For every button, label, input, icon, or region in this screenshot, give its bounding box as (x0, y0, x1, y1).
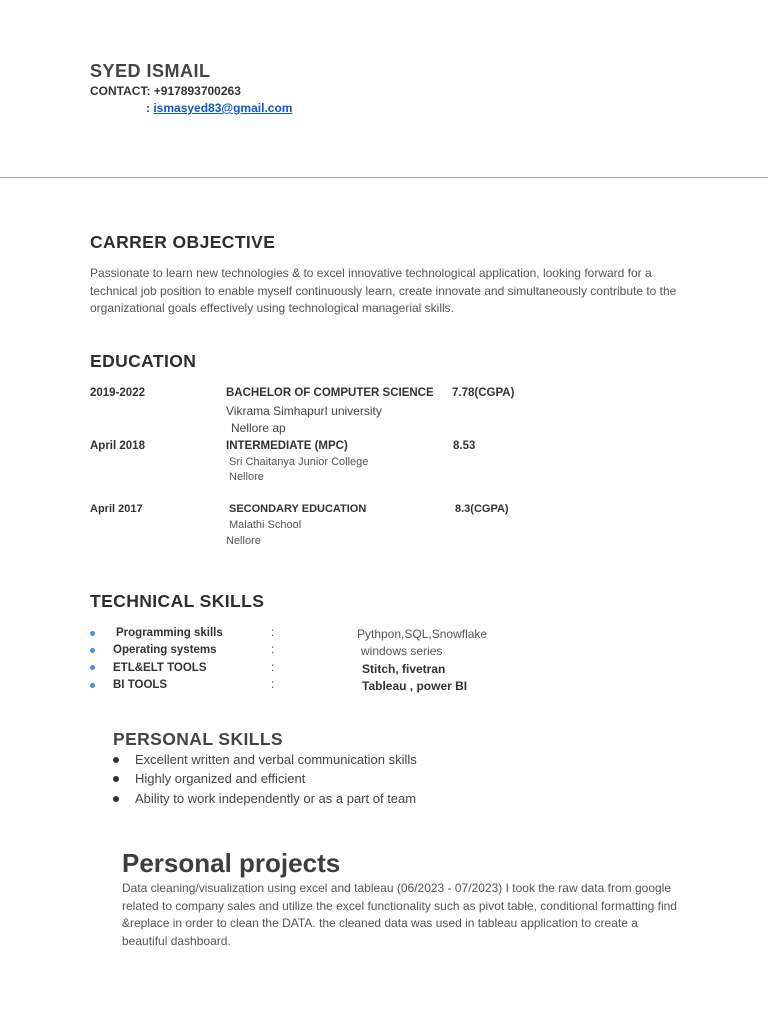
skill-label: ETL&ELT TOOLS (113, 662, 207, 674)
personal-skill-item: Highly organized and efficient (135, 771, 306, 786)
bullet-icon (90, 631, 95, 636)
education-degree: INTERMEDIATE (MPC) (226, 440, 348, 452)
personal-skill-item: Excellent written and verbal communication skills (135, 752, 417, 767)
education-degree: SECONDARY EDUCATION (229, 503, 367, 515)
personal-skill-item: Ability to work independently or as a part of team (135, 791, 417, 806)
skill-separator: : (271, 662, 275, 674)
email-link[interactable]: ismasyed83@gmail.com (153, 101, 293, 115)
education-institution: Vikrama SimhapurI university (226, 404, 382, 418)
education-score: 8.3(CGPA) (455, 503, 509, 515)
skill-value: windows series (361, 644, 443, 658)
objective-text: Passionate to learn new technologies & to excel innovative technological application, looking forward for a technical job position to enable myself continuously learn, create innovate and simultaneously contribute to the organizational goals effectively using technological managerial skills. (90, 266, 677, 315)
education-degree: BACHELOR OF COMPUTER SCIENCE (226, 387, 434, 399)
contact-email-row (146, 101, 292, 115)
bullet-icon (90, 665, 95, 670)
education-score: 8.53 (453, 440, 476, 452)
personal-skills-heading: PERSONAL SKILLS (113, 729, 284, 749)
contact-phone: CONTACT: +917893700263 (90, 84, 241, 98)
skill-separator: : (271, 627, 275, 639)
header-divider (0, 177, 768, 178)
projects-heading: Personal projects (122, 848, 341, 878)
education-institution: Sri Chaitanya Junior College (229, 456, 369, 468)
skill-label: BI TOOLS (113, 679, 168, 691)
skill-value: Stitch, fivetran (362, 662, 446, 676)
objective-heading: CARRER OBJECTIVE (90, 232, 276, 252)
skill-label: Programming skills (116, 627, 223, 639)
education-heading: EDUCATION (90, 351, 197, 371)
skill-separator: : (271, 679, 275, 691)
bullet-icon (113, 776, 119, 782)
skill-label: Operating systems (113, 644, 217, 656)
bullet-icon (113, 796, 119, 802)
bullet-icon (90, 648, 95, 653)
bullet-icon (90, 683, 95, 688)
skill-value: Tableau , power BI (362, 679, 468, 693)
email-prefix: : (146, 101, 150, 115)
education-date: 2019-2022 (90, 387, 145, 399)
bullet-icon (113, 757, 119, 763)
education-date: April 2018 (90, 440, 145, 452)
education-institution: Malathi School (229, 519, 302, 531)
education-location: Nellore (226, 535, 261, 547)
education-score: 7.78(CGPA) (452, 387, 515, 399)
skill-value: Pythpon,SQL,Snowflake (357, 627, 488, 641)
skill-separator: : (271, 644, 275, 656)
education-location: Nellore ap (231, 421, 286, 435)
technical-skills-heading: TECHNICAL SKILLS (90, 591, 265, 611)
project-description: Data cleaning/visualization using excel and tableau (06/2023 - 07/2023) I took the raw data from google related to company sales and utilize the excel functionality such as pivot table, conditional formatting find &replace in order to clean the DATA. the cleaned data was used in tableau application to create a beautiful dashboard. (122, 881, 677, 948)
candidate-name: SYED ISMAIL (90, 61, 211, 81)
education-location: Nellore (229, 471, 264, 483)
education-date: April 2017 (90, 503, 143, 515)
